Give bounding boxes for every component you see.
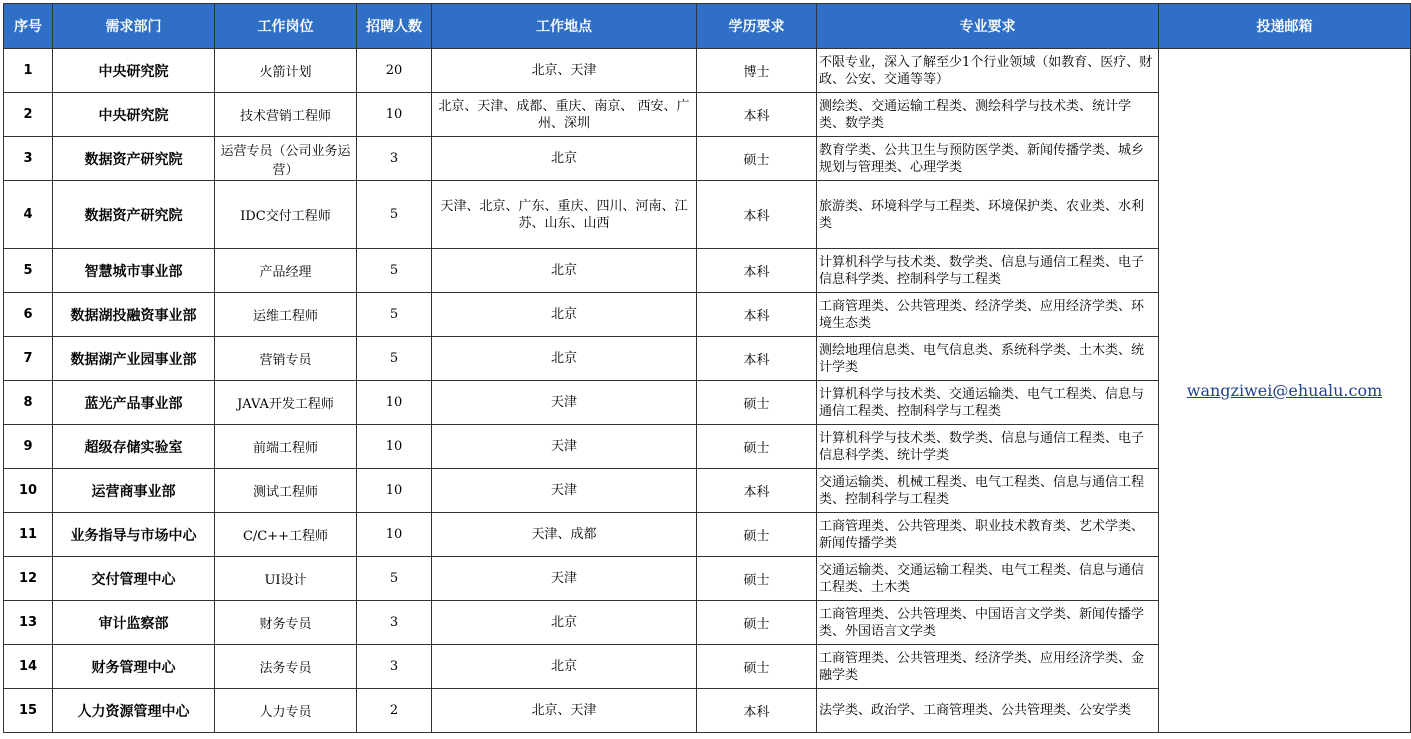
cell-seq: 6 — [4, 293, 53, 337]
cell-location: 天津、成都 — [432, 513, 697, 557]
cell-dept: 数据资产研究院 — [53, 181, 215, 249]
cell-dept: 业务指导与市场中心 — [53, 513, 215, 557]
cell-position: 营销专员 — [215, 337, 357, 381]
email-link[interactable]: wangziwei@ehualu.com — [1186, 381, 1383, 400]
cell-count: 10 — [357, 469, 432, 513]
cell-location: 北京、天津、成都、重庆、南京、 西安、广州、深圳 — [432, 93, 697, 137]
cell-position: 人力专员 — [215, 689, 357, 733]
header-location: 工作地点 — [432, 4, 697, 49]
cell-major: 法学类、政治学、工商管理类、公共管理类、公安学类 — [817, 689, 1159, 733]
cell-major: 工商管理类、公共管理类、经济学类、应用经济学类、环境生态类 — [817, 293, 1159, 337]
cell-position: UI设计 — [215, 557, 357, 601]
cell-count: 3 — [357, 137, 432, 181]
header-major: 专业要求 — [817, 4, 1159, 49]
cell-location: 天津 — [432, 425, 697, 469]
cell-location: 北京 — [432, 601, 697, 645]
cell-education: 硕士 — [697, 381, 817, 425]
cell-major: 计算机科学与技术类、交通运输类、电气工程类、信息与通信工程类、控制科学与工程类 — [817, 381, 1159, 425]
cell-location: 北京 — [432, 337, 697, 381]
cell-dept: 蓝光产品事业部 — [53, 381, 215, 425]
cell-position: 法务专员 — [215, 645, 357, 689]
cell-seq: 4 — [4, 181, 53, 249]
cell-location: 北京、天津 — [432, 49, 697, 93]
cell-count: 5 — [357, 293, 432, 337]
cell-count: 5 — [357, 337, 432, 381]
cell-seq: 11 — [4, 513, 53, 557]
cell-major: 教育学类、公共卫生与预防医学类、新闻传播学类、城乡规划与管理类、心理学类 — [817, 137, 1159, 181]
cell-seq: 2 — [4, 93, 53, 137]
cell-seq: 12 — [4, 557, 53, 601]
cell-count: 20 — [357, 49, 432, 93]
cell-education: 硕士 — [697, 137, 817, 181]
cell-dept: 超级存储实验室 — [53, 425, 215, 469]
header-email: 投递邮箱 — [1159, 4, 1411, 49]
cell-education: 本科 — [697, 249, 817, 293]
cell-education: 硕士 — [697, 601, 817, 645]
cell-seq: 9 — [4, 425, 53, 469]
header-row — [4, 4, 1411, 49]
cell-position: C/C++工程师 — [215, 513, 357, 557]
cell-count: 2 — [357, 689, 432, 733]
cell-education: 本科 — [697, 689, 817, 733]
cell-dept: 中央研究院 — [53, 49, 215, 93]
cell-count: 5 — [357, 181, 432, 249]
cell-count: 10 — [357, 93, 432, 137]
cell-major: 工商管理类、公共管理类、职业技术教育类、艺术学类、新闻传播学类 — [817, 513, 1159, 557]
cell-seq: 3 — [4, 137, 53, 181]
cell-email — [1159, 49, 1411, 733]
cell-dept: 人力资源管理中心 — [53, 689, 215, 733]
cell-position: 测试工程师 — [215, 469, 357, 513]
cell-count: 3 — [357, 601, 432, 645]
cell-major: 计算机科学与技术类、数学类、信息与通信工程类、电子信息科学类、统计学类 — [817, 425, 1159, 469]
cell-seq: 5 — [4, 249, 53, 293]
cell-seq: 13 — [4, 601, 53, 645]
cell-dept: 数据湖投融资事业部 — [53, 293, 215, 337]
cell-count: 10 — [357, 513, 432, 557]
cell-education: 博士 — [697, 49, 817, 93]
cell-major: 工商管理类、公共管理类、经济学类、应用经济学类、金融学类 — [817, 645, 1159, 689]
cell-position: 运营专员（公司业务运营） — [215, 137, 357, 181]
cell-location: 北京 — [432, 137, 697, 181]
cell-position: 前端工程师 — [215, 425, 357, 469]
cell-major: 测绘类、交通运输工程类、测绘科学与技术类、统计学类、数学类 — [817, 93, 1159, 137]
cell-location: 天津 — [432, 469, 697, 513]
header-count: 招聘人数 — [357, 4, 432, 49]
cell-seq: 1 — [4, 49, 53, 93]
cell-position: 技术营销工程师 — [215, 93, 357, 137]
cell-major: 测绘地理信息类、电气信息类、系统科学类、土木类、统计学类 — [817, 337, 1159, 381]
cell-position: 运维工程师 — [215, 293, 357, 337]
table-row — [4, 49, 1411, 93]
cell-location: 北京 — [432, 249, 697, 293]
cell-location: 北京、天津 — [432, 689, 697, 733]
cell-seq: 10 — [4, 469, 53, 513]
cell-major: 旅游类、环境科学与工程类、环境保护类、农业类、水利类 — [817, 181, 1159, 249]
cell-dept: 中央研究院 — [53, 93, 215, 137]
recruitment-table — [3, 3, 1411, 733]
cell-position: 财务专员 — [215, 601, 357, 645]
header-position: 工作岗位 — [215, 4, 357, 49]
cell-position: 火箭计划 — [215, 49, 357, 93]
cell-major: 计算机科学与技术类、数学类、信息与通信工程类、电子信息科学类、控制科学与工程类 — [817, 249, 1159, 293]
cell-education: 硕士 — [697, 645, 817, 689]
cell-location: 北京 — [432, 293, 697, 337]
cell-education: 本科 — [697, 337, 817, 381]
cell-dept: 运营商事业部 — [53, 469, 215, 513]
cell-major: 工商管理类、公共管理类、中国语言文学类、新闻传播学类、外国语言文学类 — [817, 601, 1159, 645]
cell-education: 硕士 — [697, 513, 817, 557]
cell-position: JAVA开发工程师 — [215, 381, 357, 425]
cell-count: 10 — [357, 425, 432, 469]
cell-seq: 8 — [4, 381, 53, 425]
cell-count: 3 — [357, 645, 432, 689]
cell-education: 本科 — [697, 181, 817, 249]
cell-education: 本科 — [697, 293, 817, 337]
cell-major: 不限专业，深入了解至少1个行业领域（如教育、医疗、财政、公安、交通等等） — [817, 49, 1159, 93]
cell-major: 交通运输类、机械工程类、电气工程类、信息与通信工程类、控制科学与工程类 — [817, 469, 1159, 513]
cell-education: 本科 — [697, 93, 817, 137]
cell-seq: 7 — [4, 337, 53, 381]
cell-count: 5 — [357, 249, 432, 293]
cell-location: 天津、北京、广东、重庆、四川、河南、江苏、山东、山西 — [432, 181, 697, 249]
cell-major: 交通运输类、交通运输工程类、电气工程类、信息与通信工程类、土木类 — [817, 557, 1159, 601]
cell-education: 硕士 — [697, 425, 817, 469]
cell-location: 天津 — [432, 381, 697, 425]
cell-dept: 审计监察部 — [53, 601, 215, 645]
cell-dept: 数据湖产业园事业部 — [53, 337, 215, 381]
cell-location: 天津 — [432, 557, 697, 601]
table-body — [4, 49, 1411, 733]
cell-dept: 交付管理中心 — [53, 557, 215, 601]
cell-dept: 智慧城市事业部 — [53, 249, 215, 293]
cell-position: 产品经理 — [215, 249, 357, 293]
cell-seq: 14 — [4, 645, 53, 689]
cell-dept: 财务管理中心 — [53, 645, 215, 689]
header-dept: 需求部门 — [53, 4, 215, 49]
cell-education: 本科 — [697, 469, 817, 513]
cell-count: 10 — [357, 381, 432, 425]
cell-location: 北京 — [432, 645, 697, 689]
header-seq: 序号 — [4, 4, 53, 49]
cell-education: 硕士 — [697, 557, 817, 601]
cell-count: 5 — [357, 557, 432, 601]
header-education: 学历要求 — [697, 4, 817, 49]
cell-seq: 15 — [4, 689, 53, 733]
cell-position: IDC交付工程师 — [215, 181, 357, 249]
cell-dept: 数据资产研究院 — [53, 137, 215, 181]
